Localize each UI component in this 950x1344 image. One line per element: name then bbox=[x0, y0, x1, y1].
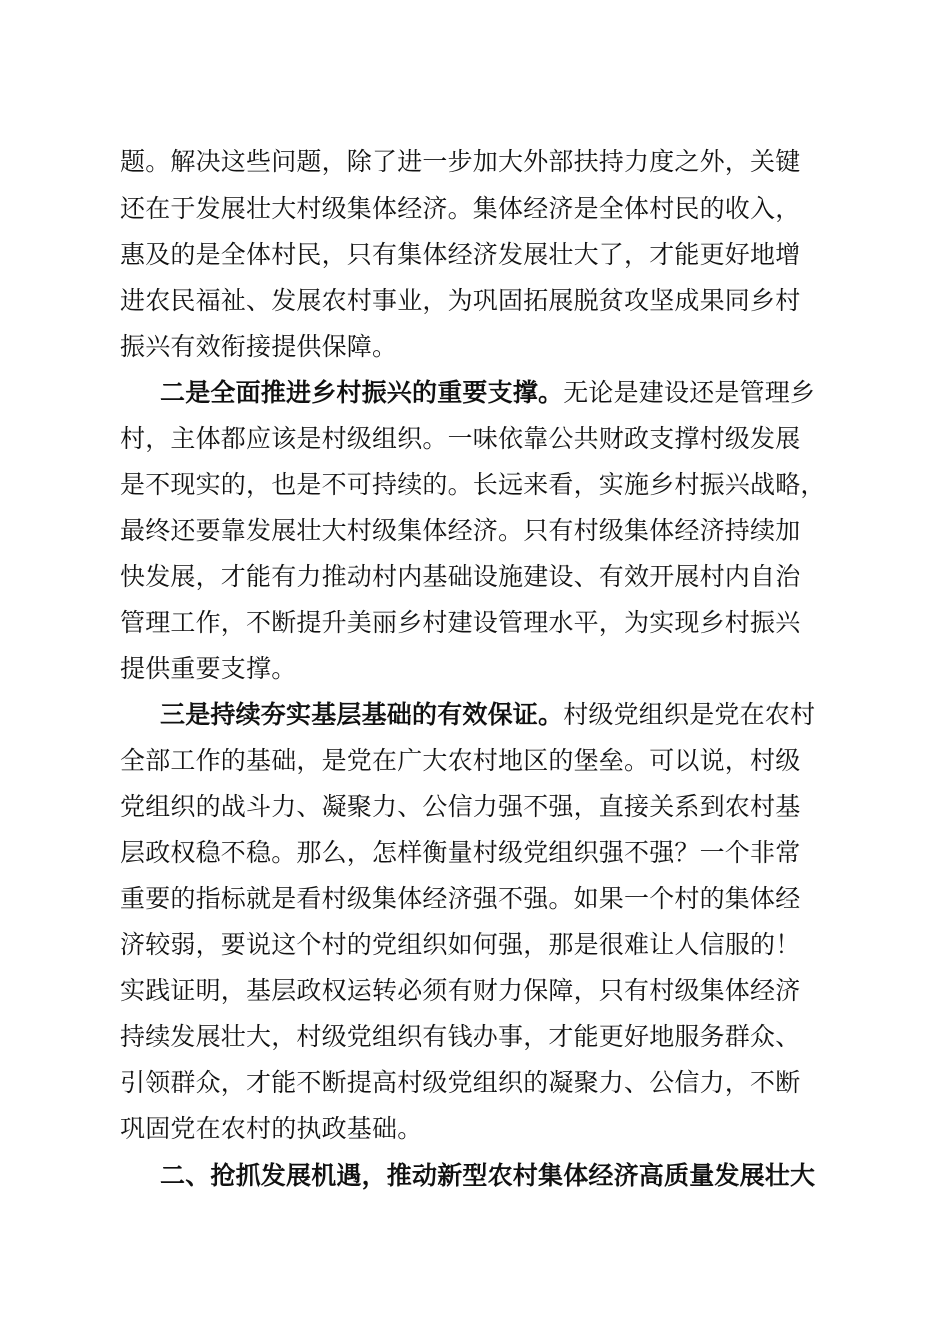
paragraph-2-line: 是不现实的，也是不可持续的。长远来看，实施乡村振兴战略， bbox=[120, 470, 826, 499]
paragraph-3-line: 重要的指标就是看村级集体经济强不强。如果一个村的集体经 bbox=[120, 884, 801, 913]
paragraph-3-first-line bbox=[160, 695, 830, 735]
paragraph-3-line: 济较弱，要说这个村的党组织如何强，那是很难让人信服的！ bbox=[120, 930, 801, 959]
paragraph-3-line: 持续发展壮大，村级党组织有钱办事，才能更好地服务群众、 bbox=[120, 1022, 801, 1051]
section-heading: 二、抢抓发展机遇，推动新型农村集体经济高质量发展壮大 bbox=[160, 1161, 816, 1190]
paragraph-2-line: 快发展，才能有力推动村内基础设施建设、有效开展村内自治 bbox=[120, 562, 801, 591]
paragraph-2-line: 提供重要支撑。 bbox=[120, 654, 297, 683]
paragraph-1-line: 进农民福祉、发展农村事业，为巩固拓展脱贫攻坚成果同乡村 bbox=[120, 286, 801, 315]
paragraph-3-line: 层政权稳不稳。那么，怎样衡量村级党组织强不强？一个非常 bbox=[120, 838, 801, 867]
paragraph-3-line: 全部工作的基础，是党在广大农村地区的堡垒。可以说，村级 bbox=[120, 746, 801, 775]
paragraph-3-line: 党组织的战斗力、凝聚力、公信力强不强，直接关系到农村基 bbox=[120, 792, 801, 821]
paragraph-3-heading: 三是持续夯实基层基础的有效保证。 bbox=[160, 700, 564, 729]
paragraph-2-line: 管理工作，不断提升美丽乡村建设管理水平，为实现乡村振兴 bbox=[120, 608, 801, 637]
paragraph-2-line: 最终还要靠发展壮大村级集体经济。只有村级集体经济持续加 bbox=[120, 516, 801, 545]
paragraph-3-line: 巩固党在农村的执政基础。 bbox=[120, 1114, 423, 1143]
paragraph-2-line: 村，主体都应该是村级组织。一味依靠公共财政支撑村级发展 bbox=[120, 424, 801, 453]
paragraph-1-line: 惠及的是全体村民，只有集体经济发展壮大了，才能更好地增 bbox=[120, 240, 801, 269]
paragraph-1-line: 题。解决这些问题，除了进一步加大外部扶持力度之外，关键 bbox=[120, 147, 801, 176]
paragraph-2-first-line-text: 无论是建设还是管理乡 bbox=[563, 378, 816, 407]
paragraph-3-line: 引领群众，才能不断提高村级党组织的凝聚力、公信力，不断 bbox=[120, 1068, 801, 1097]
paragraph-1-line: 振兴有效衔接提供保障。 bbox=[120, 332, 398, 361]
paragraph-2-heading: 二是全面推进乡村振兴的重要支撑。 bbox=[160, 378, 564, 407]
paragraph-3-line: 实践证明，基层政权运转必须有财力保障，只有村级集体经济 bbox=[120, 976, 801, 1005]
paragraph-1-line: 还在于发展壮大村级集体经济。集体经济是全体村民的收入， bbox=[120, 194, 801, 223]
paragraph-3-first-line-text: 村级党组织是党在农村 bbox=[563, 700, 816, 729]
paragraph-2-first-line bbox=[160, 373, 830, 413]
